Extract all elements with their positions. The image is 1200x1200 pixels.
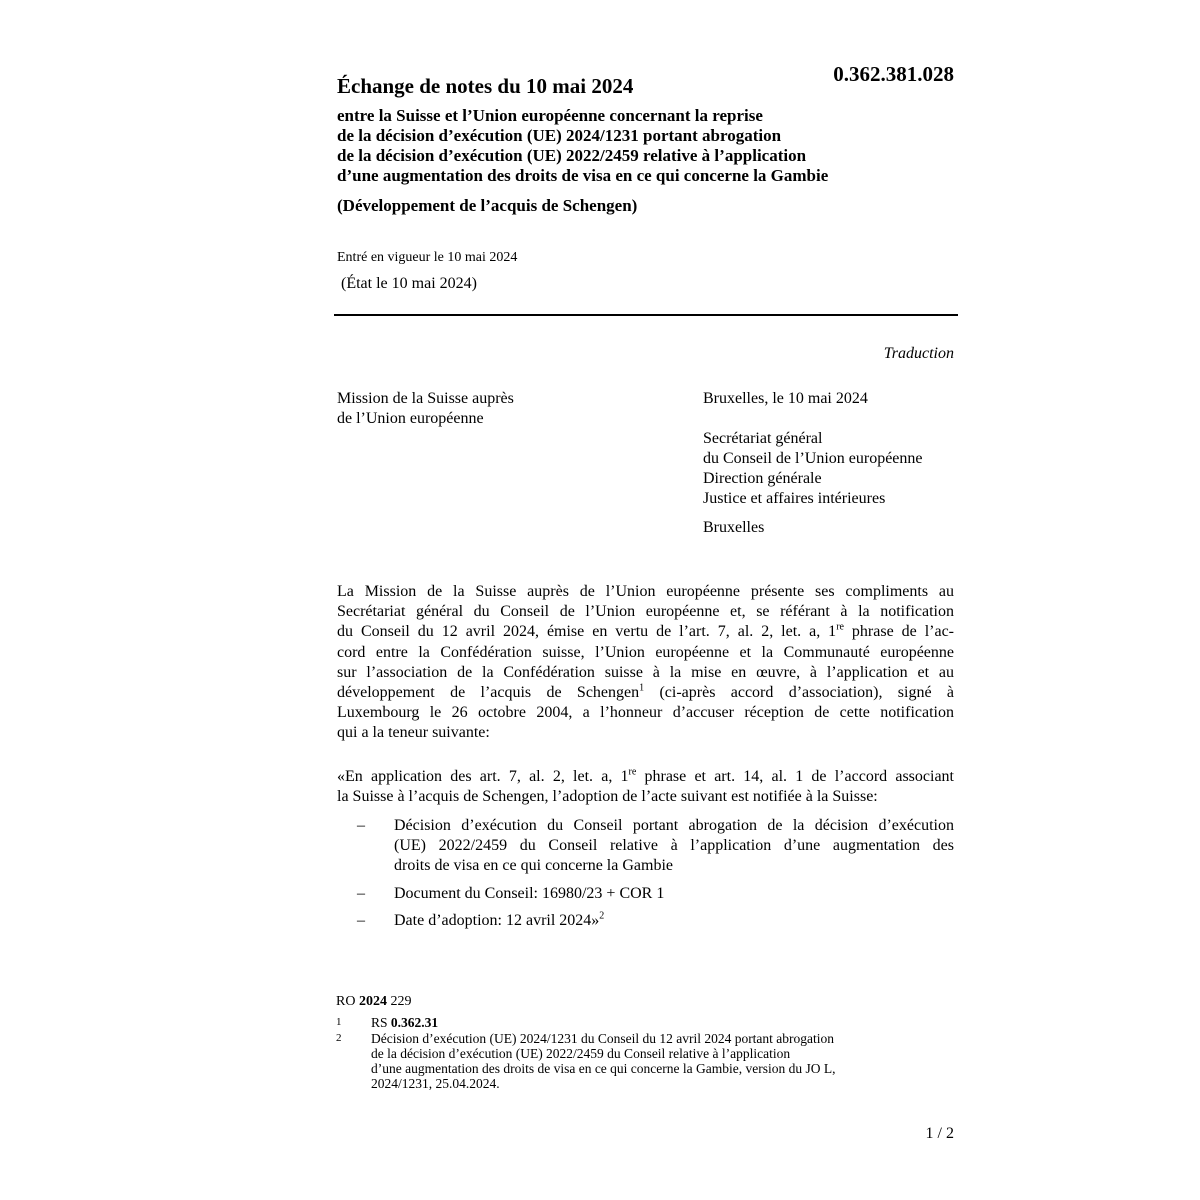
footnote-2 <box>336 1031 956 1093</box>
in-force-date: Entré en vigueur le 10 mai 2024 <box>337 250 518 265</box>
footnote-ref-1[interactable]: 1 <box>639 682 645 694</box>
ro-prefix: RO <box>336 994 356 1009</box>
subtitle-line: de la décision d’exécution (UE) 2022/2459 relative à l’application <box>337 146 807 165</box>
sender-line: Mission de la Suisse auprès <box>337 390 514 407</box>
list-item <box>357 816 954 877</box>
text-span: RS <box>371 1015 388 1030</box>
paragraph-line <box>337 683 954 703</box>
footnote-text <box>371 1031 835 1091</box>
text-span: «En application des art. 7, al. 2, let. a, 1 <box>337 768 629 785</box>
ro-page: 229 <box>390 994 412 1009</box>
recipient-city: Bruxelles <box>703 519 765 536</box>
subtitle-line: entre la Suisse et l’Union européenne concernant la reprise <box>337 106 763 125</box>
paragraph-line <box>337 767 954 787</box>
list-item-line: Décision d’exécution du Conseil portant abrogation de la décision d’exécution <box>394 817 954 834</box>
footnote-number: 1 <box>336 1016 342 1028</box>
state-date: (État le 10 mai 2024) <box>341 275 477 292</box>
list-item-line: Document du Conseil: 16980/23 + COR 1 <box>394 884 665 902</box>
superscript: re <box>628 766 637 778</box>
paragraph-line: Secrétariat général du Conseil de l’Union européenne et, se référant à la notification <box>337 603 954 621</box>
list-item <box>357 884 954 904</box>
paragraph-line: qui a la teneur suivante: <box>337 724 490 742</box>
body-paragraph-2 <box>337 767 954 807</box>
footnote-line: 2024/1231, 25.04.2024. <box>371 1076 500 1091</box>
superscript: re <box>836 622 844 634</box>
recipient-line: Direction générale <box>703 470 822 487</box>
paragraph-line: La Mission de la Suisse auprès de l’Union européenne présente ses compliments au <box>337 583 954 600</box>
paragraph-line: sur l’association de la Confédération suisse à la mise en œuvre, à l’application et au <box>337 663 954 681</box>
rs-number-link[interactable]: 0.362.31 <box>390 1015 439 1030</box>
recipient-line: Secrétariat général <box>703 430 823 447</box>
list-item-line: (UE) 2022/2459 du Conseil relative à l’application d’une augmentation des <box>394 837 954 855</box>
footnote-line: d’une augmentation des droits de visa en ce qui concerne la Gambie, version du JO L, <box>371 1061 836 1076</box>
recipient-address <box>703 429 923 509</box>
schengen-note: (Développement de l’acquis de Schengen) <box>337 196 638 215</box>
letter-date: Bruxelles, le 10 mai 2024 <box>703 390 868 407</box>
dash-bullet: – <box>357 911 365 929</box>
footnote-text <box>371 1015 438 1030</box>
recipient-line: Justice et affaires intérieures <box>703 490 886 507</box>
text-span: phrase de l’ac- <box>843 623 954 641</box>
list-item-line: droits de visa en ce qui concerne la Gambie <box>394 857 673 875</box>
header-divider <box>334 314 958 316</box>
subtitle-line: d’une augmentation des droits de visa en ce qui concerne la Gambie <box>337 166 829 185</box>
body-paragraph-1 <box>337 582 954 744</box>
paragraph-line <box>337 622 954 642</box>
sender-address <box>337 389 514 429</box>
footnote-number: 2 <box>336 1032 342 1044</box>
document-title: Échange de notes du 10 mai 2024 <box>337 74 634 98</box>
text-span: phrase et art. 14, al. 1 de l’accord associant <box>636 768 954 785</box>
systematic-number: 0.362.381.028 <box>833 62 954 86</box>
list-item-line <box>394 911 954 931</box>
footnote-line: de la décision d’exécution (UE) 2022/2459 du Conseil relative à l’application <box>371 1046 791 1061</box>
document-subtitle <box>337 106 977 186</box>
sender-line: de l’Union européenne <box>337 410 484 427</box>
dash-bullet: – <box>357 817 365 834</box>
recipient-line: du Conseil de l’Union européenne <box>703 450 923 467</box>
paragraph-line: la Suisse à l’acquis de Schengen, l’adoption de l’acte suivant est notifiée à la Suisse: <box>337 788 878 806</box>
list-item <box>357 911 954 931</box>
page-number: 1 / 2 <box>925 1125 954 1142</box>
translation-label: Traduction <box>883 345 954 362</box>
footnote-1 <box>336 1015 956 1030</box>
dash-bullet: – <box>357 884 365 902</box>
ro-reference <box>336 994 411 1010</box>
notified-acts-list <box>357 816 954 938</box>
text-span: développement de l’acquis de Schengen <box>337 684 640 702</box>
subtitle-line: de la décision d’exécution (UE) 2024/1231 portant abrogation <box>337 126 782 145</box>
paragraph-line: cord entre la Confédération suisse, l’Union européenne et la Communauté européenne <box>337 643 954 661</box>
footnote-ref-2[interactable]: 2 <box>599 910 605 922</box>
text-span: Date d’adoption: 12 avril 2024» <box>394 911 600 929</box>
footnote-line: Décision d’exécution (UE) 2024/1231 du Conseil du 12 avril 2024 portant abrogation <box>371 1031 835 1046</box>
paragraph-line: Luxembourg le 26 octobre 2004, a l’honneur d’accuser réception de cette notification <box>337 704 954 722</box>
ro-year: 2024 <box>358 994 387 1009</box>
text-span: (ci-après accord d’association), signé à <box>644 684 955 702</box>
text-span: du Conseil du 12 avril 2024, émise en vertu de l’art. 7, al. 2, let. a, 1 <box>337 623 837 641</box>
